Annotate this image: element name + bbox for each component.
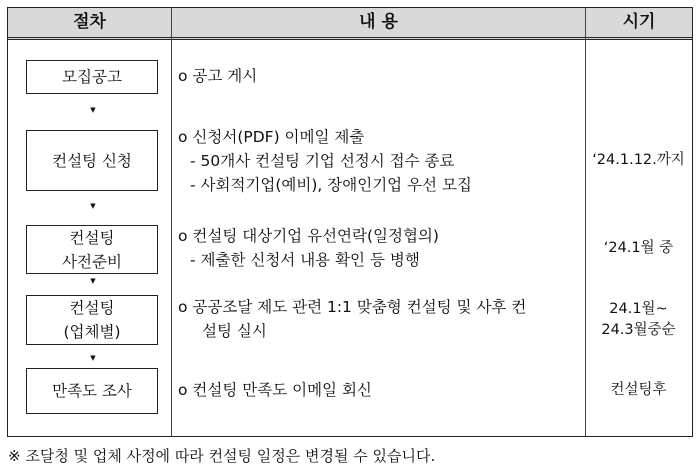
step-label: 컨설팅	[69, 299, 115, 317]
step-content	[178, 125, 584, 197]
step-period	[585, 150, 692, 171]
down-arrow-icon: ▼	[90, 106, 96, 114]
period-line: ‘24.1월 중	[603, 240, 674, 256]
period-line: ‘24.1.12.까지	[592, 152, 685, 168]
step-period	[585, 380, 692, 401]
table-header	[8, 8, 692, 40]
step-content	[178, 378, 584, 402]
content-subitem: - 제출한 신청서 내용 확인 등 병행	[190, 251, 420, 269]
content-bullet: o 공고 게시	[178, 67, 258, 85]
period-line: 24.3월중순	[601, 322, 676, 338]
step-content	[178, 64, 584, 88]
content-bullet: o 컨설팅 만족도 이메일 회신	[178, 381, 372, 399]
step-label: 컨설팅 신청	[52, 151, 132, 170]
step-label: 사전준비	[62, 252, 122, 271]
step-label: 만족도 조사	[52, 382, 132, 400]
step-content	[178, 224, 584, 272]
down-arrow-icon: ▼	[90, 277, 96, 285]
content-subitem: - 50개사 컨설팅 기업 선정시 접수 종료	[190, 152, 455, 170]
step-period	[585, 299, 692, 341]
step-box	[26, 295, 158, 345]
content-bullet: o 컨설팅 대상기업 유선연락(일정협의)	[178, 227, 439, 245]
content-continuation: 설팅 실시	[202, 322, 267, 340]
step-label: 모집공고	[62, 68, 122, 86]
period-line: 컨설팅후	[610, 382, 667, 398]
step-box	[26, 130, 158, 191]
header-content: 내 용	[359, 12, 398, 32]
content-bullet: o 공공조달 제도 관련 1:1 맞춤형 컨설팅 및 사후 컨	[178, 298, 527, 316]
step-box	[26, 368, 158, 414]
step-period	[585, 238, 692, 259]
footnote: ※ 조달청 및 업체 사정에 따라 컨설팅 일정은 변경될 수 있습니다.	[8, 447, 436, 465]
step-label: (업체별)	[63, 323, 121, 341]
process-table	[7, 7, 693, 437]
header-period: 시기	[622, 12, 656, 32]
content-bullet: o 신청서(PDF) 이메일 제출	[178, 128, 365, 146]
down-arrow-icon: ▼	[90, 202, 96, 210]
header-step: 절차	[73, 12, 106, 32]
content-subitem: - 사회적기업(예비), 장애인기업 우선 모집	[190, 176, 472, 194]
down-arrow-icon: ▼	[90, 354, 96, 362]
step-label: 컨설팅	[69, 228, 115, 247]
step-box	[26, 225, 158, 274]
step-box	[26, 60, 158, 94]
step-content	[178, 295, 584, 343]
column-divider	[585, 8, 586, 436]
period-line: 24.1월~	[609, 301, 668, 317]
column-divider	[171, 8, 172, 436]
